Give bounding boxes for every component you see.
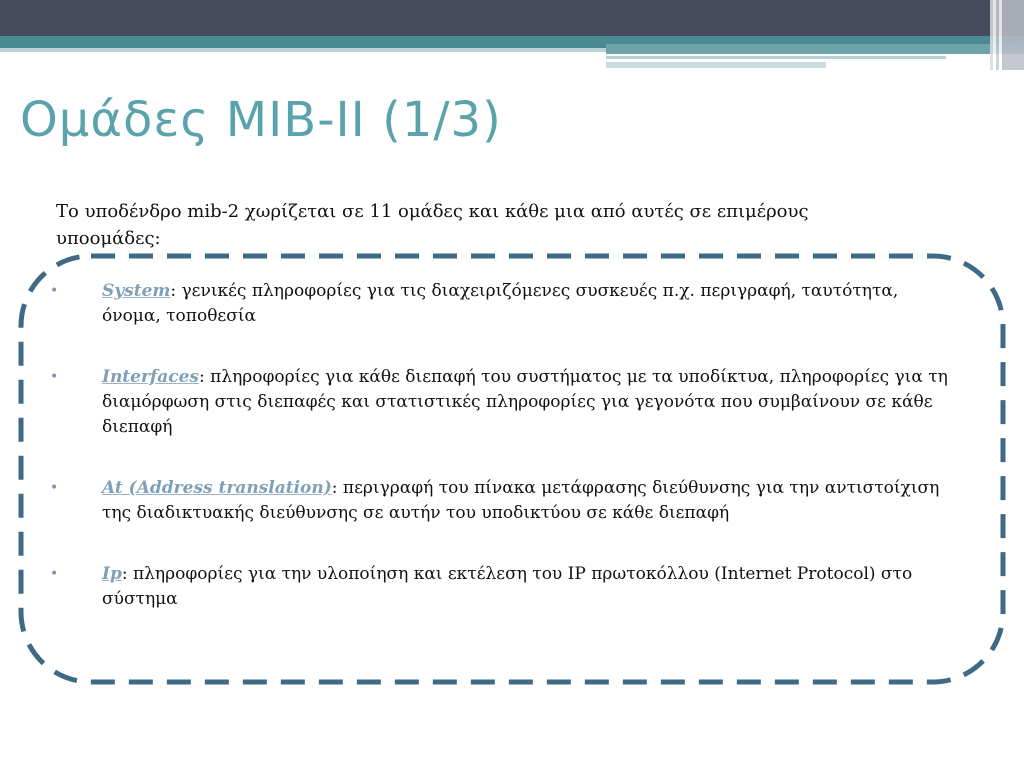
group-term: Ip: [102, 564, 122, 584]
group-term: System: [102, 281, 171, 301]
bullet-icon: •: [50, 566, 59, 582]
mib-groups-list: [50, 279, 960, 612]
list-item: [50, 476, 960, 526]
group-term: Interfaces: [102, 367, 200, 387]
bullet-icon: •: [50, 283, 59, 299]
group-description: : πληροφορίες για κάθε διεπαφή του συστήματος με τα υποδίκτυα, πληροφορίες για τη διαμόρφωση στις διεπαφές και στατιστικές πληροφορίες για γεγονότα που συμβαίνουν σε κάθε διεπαφή: [102, 367, 948, 437]
bullet-icon: •: [50, 480, 59, 496]
intro-text: Το υποδένδρο mib-2 χωρίζεται σε 11 ομάδες και κάθε μια από αυτές σε επιμέρους υποομάδες:: [56, 201, 809, 249]
group-description: : γενικές πληροφορίες για τις διαχειριζόμενες συσκευές π.χ. περιγραφή, ταυτότητα, όνομα, τοποθεσία: [102, 281, 899, 326]
header-accent-line-lower: [606, 62, 826, 68]
bullet-icon: •: [50, 369, 59, 385]
header-right-stripes: [990, 0, 1024, 70]
list-item: [50, 365, 960, 440]
slide-title: Ομάδες MIB-II (1/3): [20, 92, 502, 148]
group-term: At (Address translation): [102, 478, 332, 498]
group-description: : πληροφορίες για την υλοποίηση και εκτέλεση του IP πρωτοκόλλου (Internet Protocol) στο σύστημα: [102, 564, 913, 609]
header-band-dark: [0, 0, 1024, 36]
header-accent-line: [606, 56, 946, 59]
list-item: [50, 562, 960, 612]
header-accent-block: [606, 44, 1024, 54]
list-item: [50, 279, 960, 329]
group-description: : περιγραφή του πίνακα μετάφρασης διεύθυνσης για την αντιστοίχιση της διαδικτυακής διεύθυνσης σε αυτήν του υποδικτύου σε κάθε διεπαφή: [102, 478, 940, 523]
